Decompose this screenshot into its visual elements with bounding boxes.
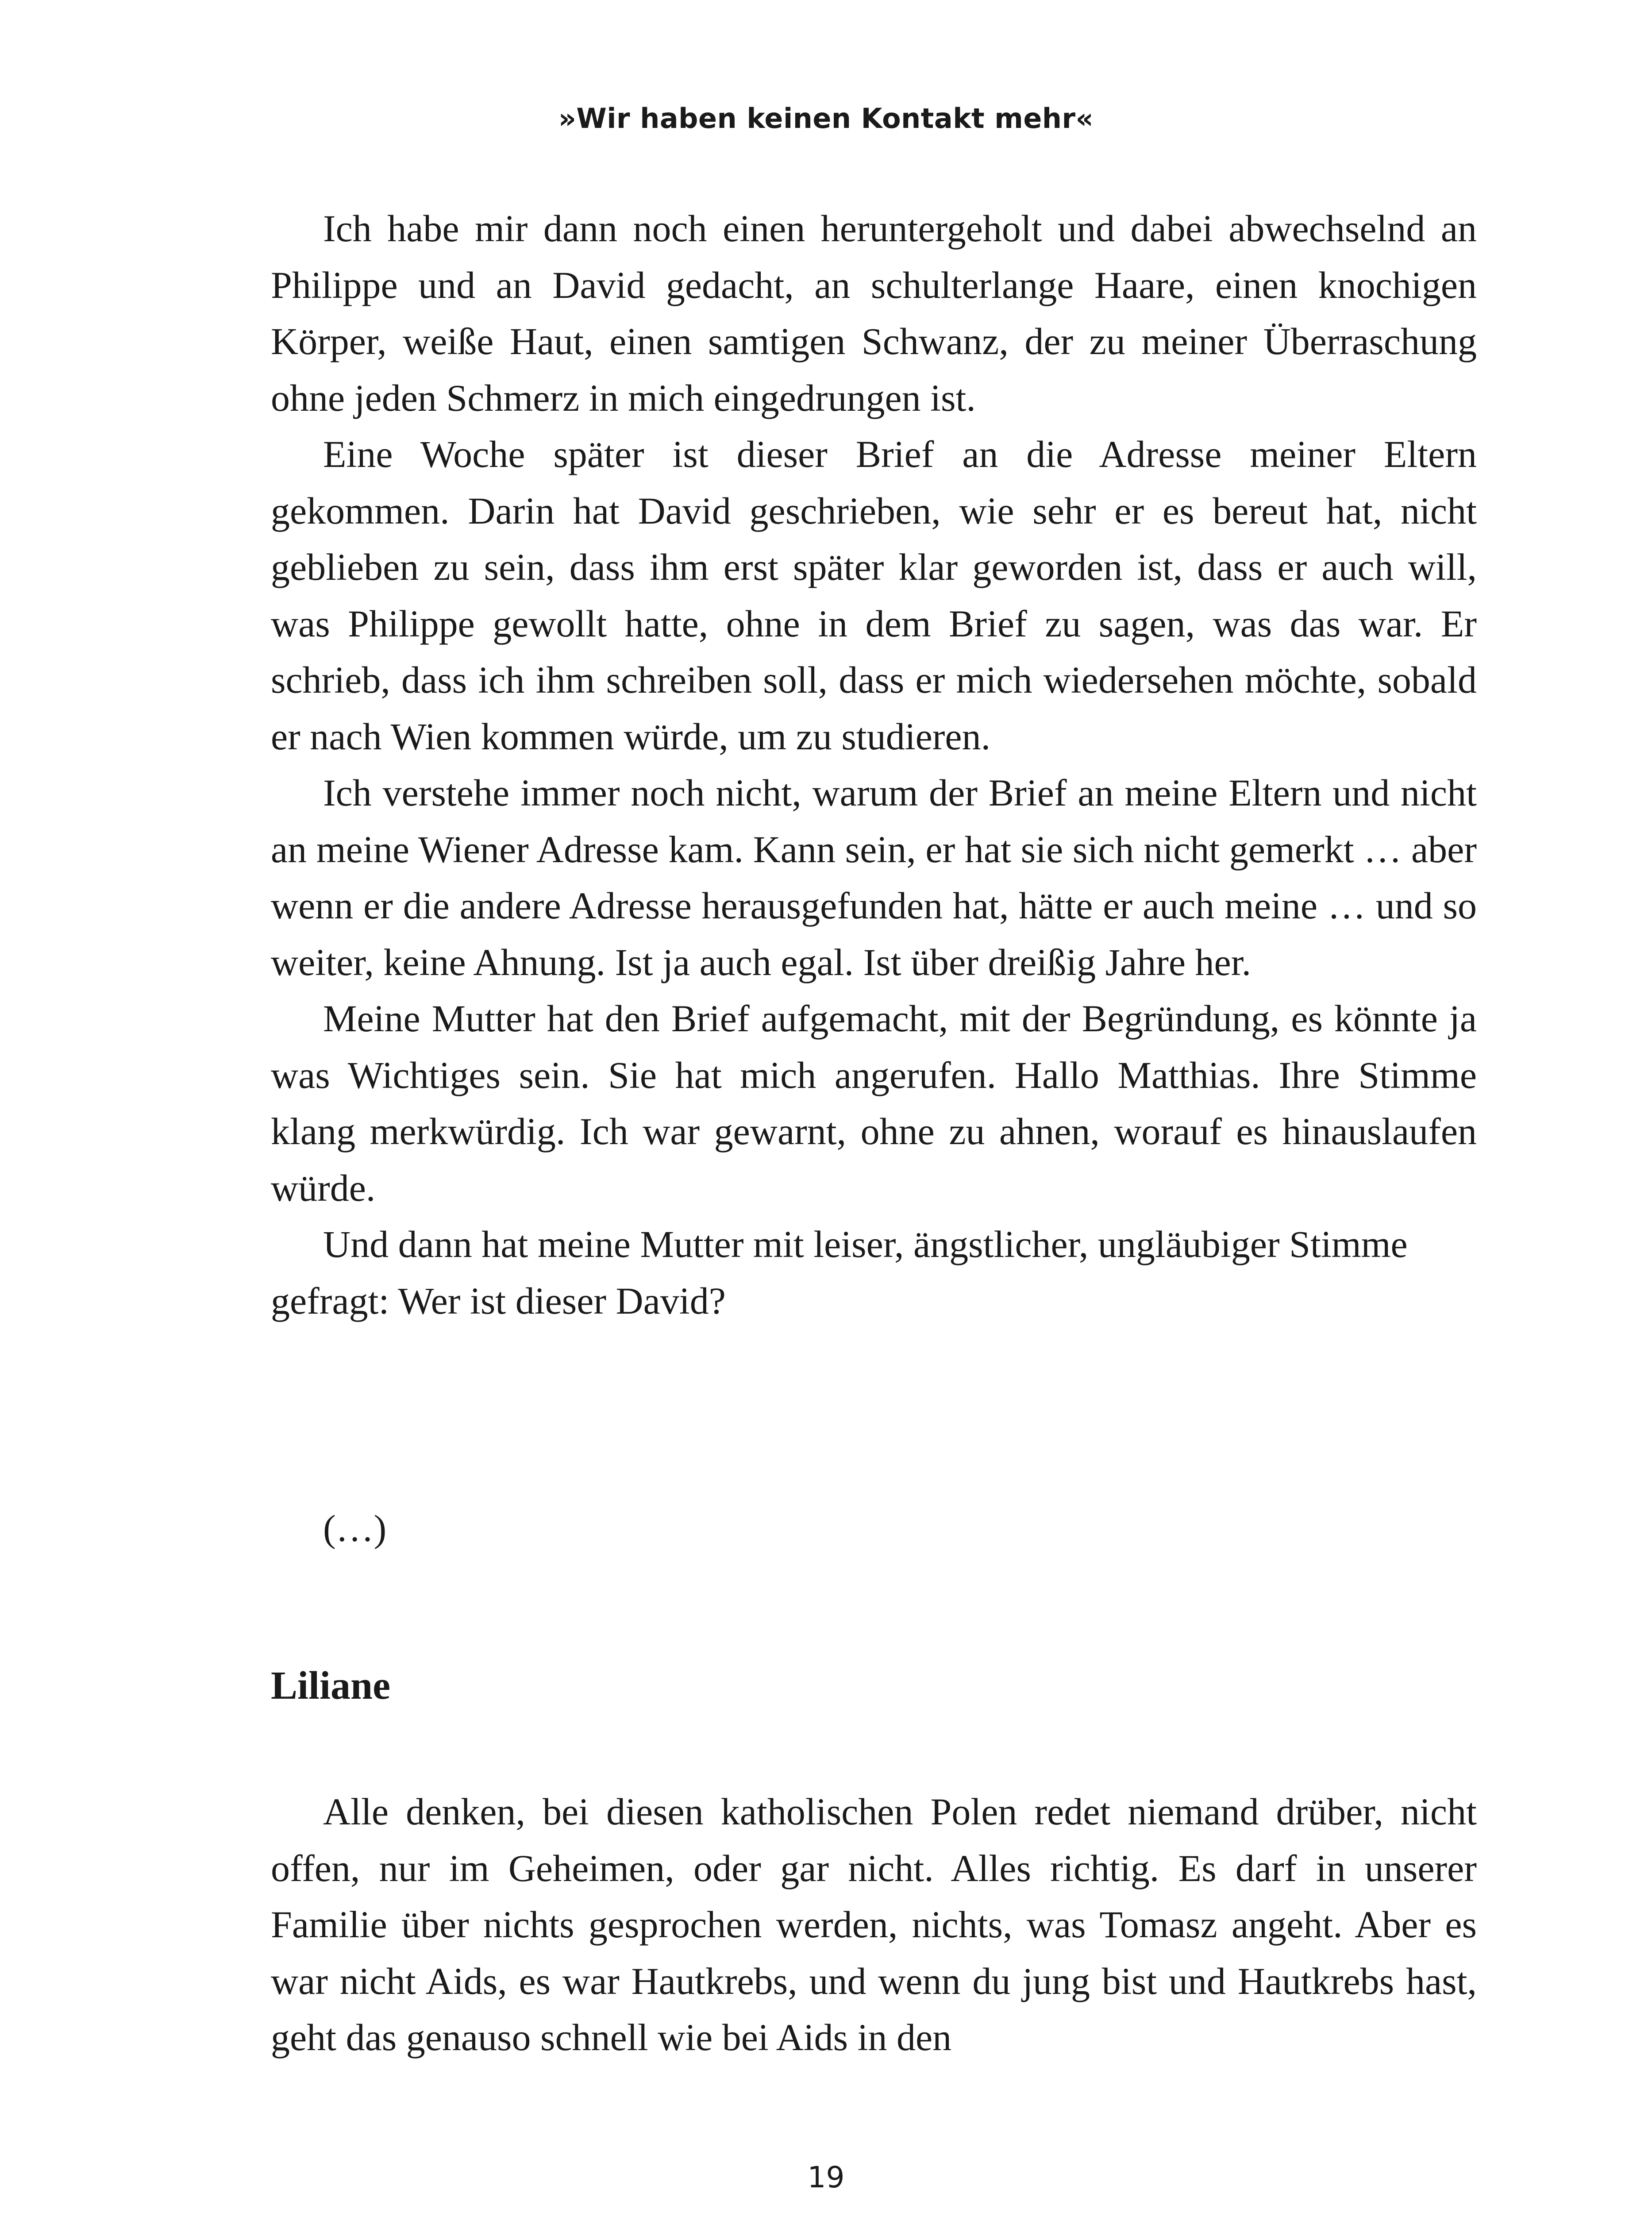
body-text-section-1 — [271, 200, 1477, 1329]
paragraph: Alle denken, bei diesen katholischen Polen redet niemand drüber, nicht offen, nur im Geheimen, oder gar nicht. Alles richtig. Es darf in unserer Familie über nichts gesprochen werden, nichts, was Tomasz angeht. Aber es war nicht Aids, es war Hautkrebs, und wenn du jung bist und Hautkrebs hast, geht das genauso schnell wie bei Aids in den — [271, 1790, 1477, 2059]
section-heading: Liliane — [271, 1664, 391, 1708]
body-text-section-2 — [271, 1784, 1477, 2066]
elision-mark: (…) — [323, 1507, 387, 1550]
running-head: »Wir haben keinen Kontakt mehr« — [558, 102, 1094, 135]
paragraph: Eine Woche später ist dieser Brief an die Adresse meiner Eltern gekommen. Darin hat David geschrieben, wie sehr er es bereut hat, nicht geblieben zu sein, dass ihm erst später klar geworden ist, dass er auch will, was Philippe gewollt hatte, ohne in dem Brief zu sagen, was das war. Er schrieb, dass ich ihm schreiben soll, dass er mich wiedersehen möchte, sobald er nach Wien kommen würde, um zu studieren. — [271, 433, 1477, 758]
paragraph: Ich verstehe immer noch nicht, warum der Brief an meine Eltern und nicht an meine Wiener Adresse kam. Kann sein, er hat sie sich nicht gemerkt … aber wenn er die andere Adresse herausgefunden hat, hätte er auch meine … und so weiter, keine Ahnung. Ist ja auch egal. Ist über dreißig Jahre her. — [271, 771, 1477, 983]
paragraph: Und dann hat meine Mutter mit leiser, ängstlicher, ungläubiger Stimme gefragt: Wer ist dieser David? — [271, 1223, 1408, 1322]
paragraph: Meine Mutter hat den Brief aufgemacht, mit der Begründung, es könnte ja was Wichtiges sein. Sie hat mich angerufen. Hallo Matthias. Ihre Stimme klang merkwürdig. Ich war gewarnt, ohne zu ahnen, worauf es hinauslaufen würde. — [271, 997, 1477, 1209]
paragraph: Ich habe mir dann noch einen heruntergeholt und dabei abwechselnd an Philippe und an David gedacht, an schulterlange Haare, einen knochigen Körper, weiße Haut, einen samtigen Schwanz, der zu meiner Überraschung ohne jeden Schmerz in mich eingedrungen ist. — [271, 207, 1477, 419]
page-number: 19 — [807, 2160, 845, 2194]
